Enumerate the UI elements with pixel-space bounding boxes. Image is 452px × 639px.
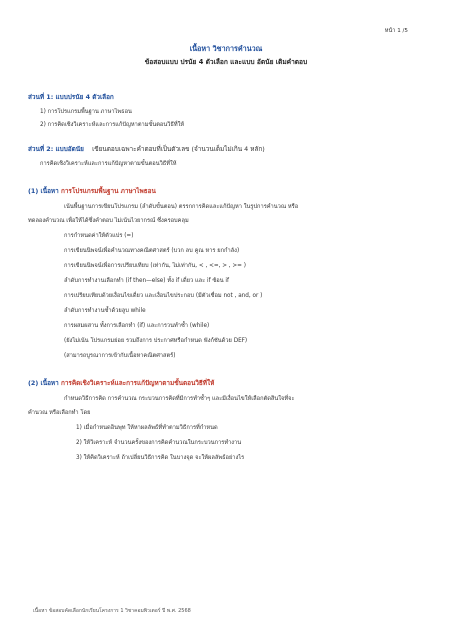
section2-heading-main: การคิดเชิงวิเคราะห์และการแก้ปัญหาตามขั้นตอนวิธีที่ให้ bbox=[60, 379, 215, 387]
section2-line-2: คำนวณ หรือเลือกทำ โดย bbox=[28, 410, 91, 416]
part2-heading-note: เขียนตอบเฉพาะคำตอบที่เป็นตัวเลข (จำนวนเต็มไม่เกิน 4 หลัก) bbox=[92, 145, 265, 153]
section2-line-3: 1) เมื่อกำหนดอินพุท ให้หาผลลัพธ์ที่ทำตามวิธีการที่กำหนด bbox=[76, 425, 218, 431]
page-number: หน้า 1 /5 bbox=[384, 28, 408, 34]
section2-heading bbox=[28, 378, 214, 388]
section1-heading-prefix: (1) เนื้อหา bbox=[28, 187, 59, 195]
section1-line-9: การผสมผสาน ทั้งการเลือกทำ (if) และการวนทำซ้ำ (while) bbox=[64, 323, 210, 329]
section1-heading bbox=[28, 186, 156, 196]
part2-heading bbox=[28, 144, 265, 154]
section2-heading-prefix: (2) เนื้อหา bbox=[28, 379, 59, 387]
part1-heading: ส่วนที่ 1: แบบปรนัย 4 ตัวเลือก bbox=[28, 93, 114, 101]
section1-line-2: ทดลองคำนวณ เพื่อให้ได้ซึ่งคำตอบ ไม่เน้นไวยากรณ์ ซึ่งครอบคลุม bbox=[28, 218, 189, 224]
document-subtitle: ข้อสอบแบบ ปรนัย 4 ตัวเลือก และแบบ อัตนัย เติมคำตอบ bbox=[144, 58, 308, 66]
part1-item-2: 2) การคิดเชิงวิเคราะห์และการแก้ปัญหาตามขั้นตอนวิธีที่ให้ bbox=[40, 122, 185, 128]
section2-line-1: กำหนดวิธีการคิด การคำนวณ กระบวนการคิดที่มีการทำซ้ำๆ และมีเงื่อนไขให้เลือกตัดสินใจที่จะ bbox=[64, 396, 295, 402]
part1-item-1: 1) การโปรแกรมพื้นฐาน ภาษาไพธอน bbox=[40, 109, 132, 115]
section1-line-11: (สามารถบูรณาการเข้ากับเนื้อหาคณิตศาสตร์) bbox=[64, 353, 176, 359]
page-footer: เนื้อหา ข้อสอบคัดเลือกนักเรียนโครงการ 1 วิชาคอมพิวเตอร์ ปี พ.ศ. 2568 bbox=[33, 608, 191, 614]
section1-line-1: เน้นพื้นฐานการเขียนโปรแกรม (ลำดับขั้นตอน) ตรรกการคิดและแก้ปัญหา ในรูปการคำนวณ หรือ bbox=[64, 204, 299, 210]
section1-line-5: การเขียนนิพจน์เพื่อการเปรียบเทียบ (เท่ากัน, ไม่เท่ากัน, < , <=, > , >= ) bbox=[64, 263, 246, 269]
section1-line-7: การเปรียบเทียบด้วยเงื่อนไขเดี่ยว และเงื่อนไขประกอบ (มีตัวเชื่อม not , and, or ) bbox=[64, 293, 263, 299]
section1-line-8: ลำดับการทำงานซ้ำด้วยลูบ while bbox=[64, 308, 146, 314]
section1-line-3: การกำหนดค่าให้ตัวแปร (=) bbox=[64, 233, 134, 239]
section1-heading-main: การโปรแกรมพื้นฐาน ภาษาไพธอน bbox=[60, 187, 156, 195]
section1-line-10: (ยังไม่เน้น โปรแกรมย่อย รวมถึงการ ประกาศหรือกำหนด ฟังก์ชันด้วย DEF) bbox=[64, 338, 248, 344]
part2-heading-label: ส่วนที่ 2: แบบอัตนัย bbox=[28, 145, 84, 153]
part2-line: การคิดเชิงวิเคราะห์และการแก้ปัญหาตามขั้นตอนวิธีที่ให้ bbox=[40, 161, 177, 167]
section2-line-4: 2) ให้วิเคราะห์ จำนวนครั้งของการคิดคำนวณในกระบวนการทำงาน bbox=[76, 440, 242, 446]
section1-line-4: การเขียนนิพจน์เพื่อคำนวณทางคณิตศาสตร์ (บวก ลบ คูณ หาร ยกกำลัง) bbox=[64, 248, 240, 254]
section2-line-5: 3) ให้คิดวิเคราะห์ ถ้าเปลี่ยนวิธีการคิด ในบางจุด จะให้ผลลัพธ์อย่างไร bbox=[76, 455, 245, 461]
section1-line-6: ลำดับการทำงานเลือกทำ (if then—else) ทั้ง if เดี่ยว และ if ซ้อน if bbox=[64, 278, 229, 284]
document-title: เนื้อหา วิชาการคำนวณ bbox=[189, 44, 263, 53]
